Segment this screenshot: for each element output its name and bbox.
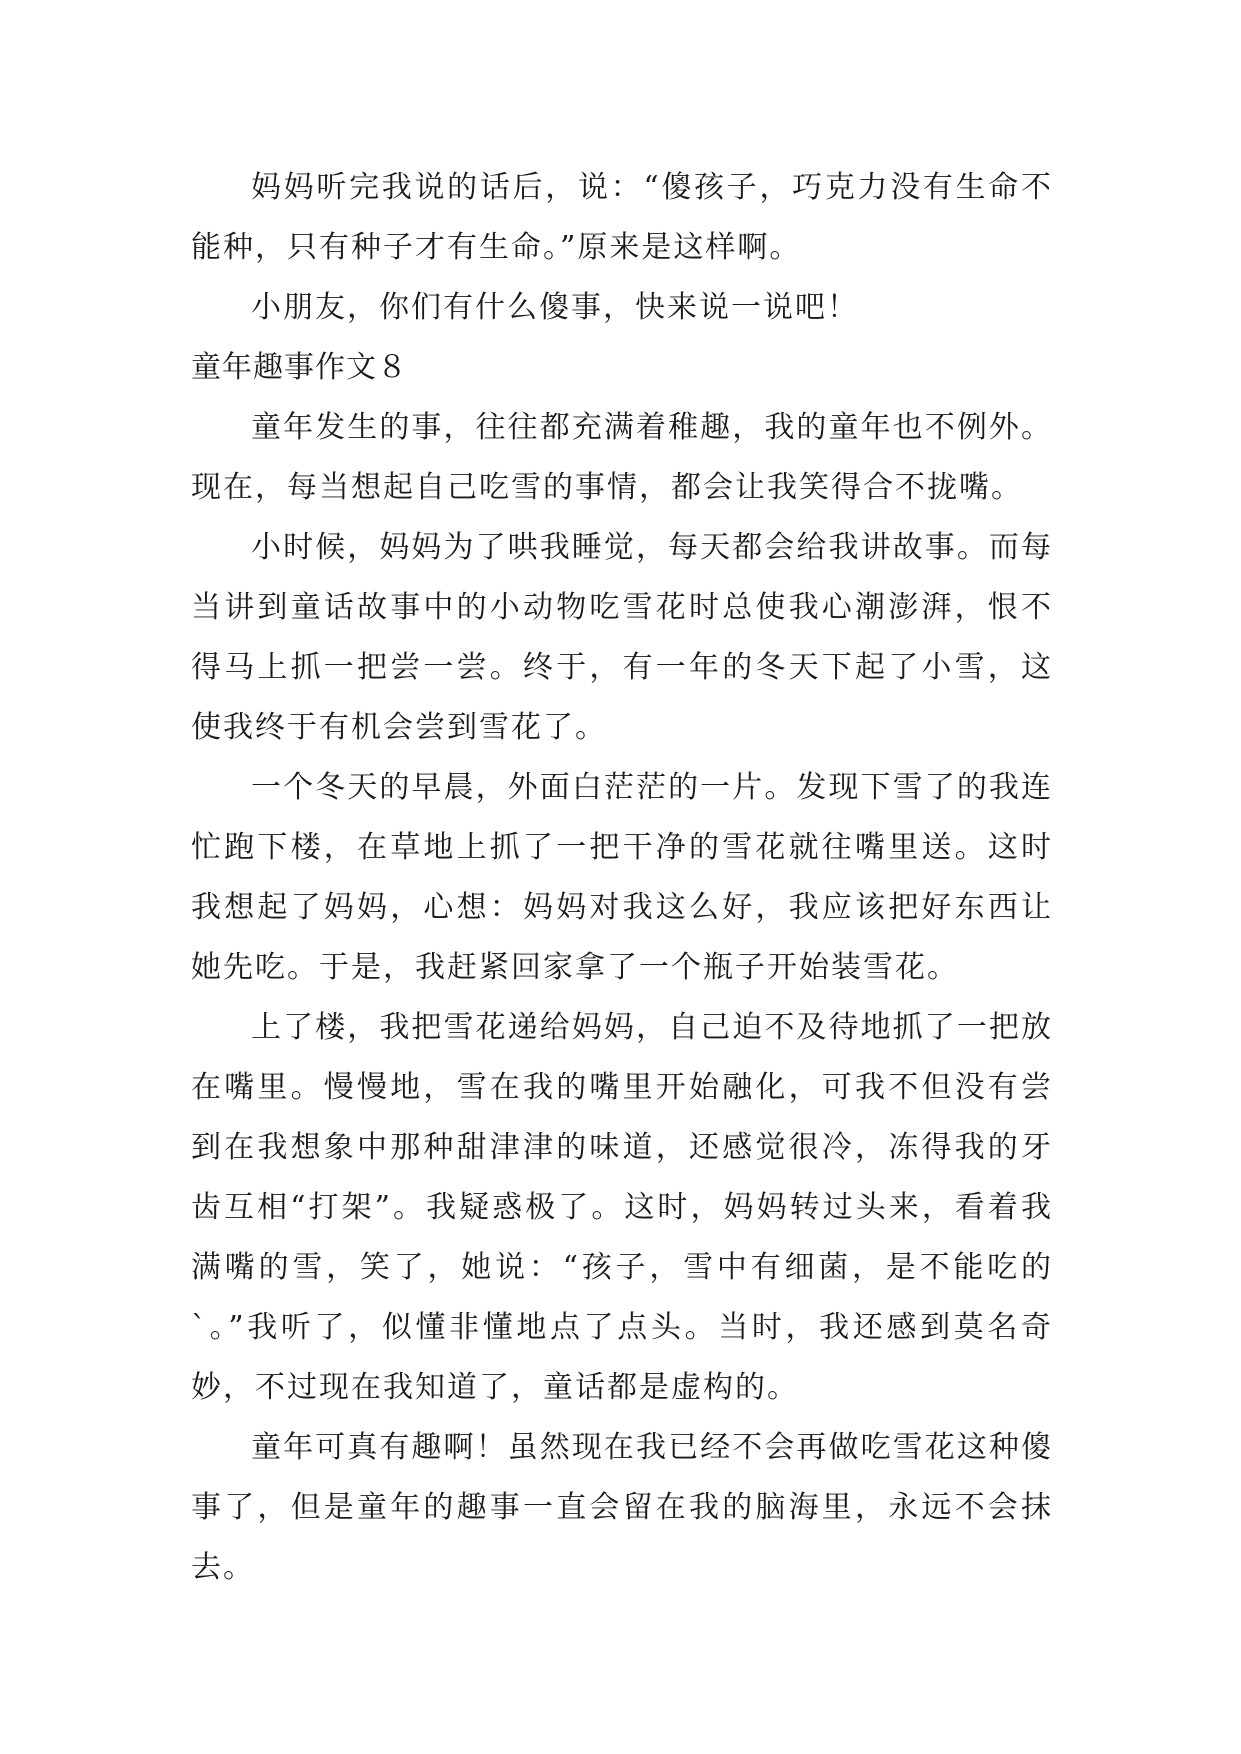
document-body xyxy=(191,158,1053,1598)
paragraph: 上了楼，我把雪花递给妈妈，自己迫不及待地抓了一把放在嘴里。慢慢地，雪在我的嘴里开始融化，可我不但没有尝到在我想象中那种甜津津的味道，还感觉很冷，冻得我的牙齿互相“打架”。我疑惑极了。这时，妈妈转过头来，看着我满嘴的雪，笑了，她说：“孩子，雪中有细菌，是不能吃的`。”我听了，似懂非懂地点了点头。当时，我还感到莫名奇妙，不过现在我知道了，童话都是虚构的。 xyxy=(191,1010,1053,1405)
paragraph: 一个冬天的早晨，外面白茫茫的一片。发现下雪了的我连忙跑下楼，在草地上抓了一把干净的雪花就往嘴里送。这时我想起了妈妈，心想：妈妈对我这么好，我应该把好东西让她先吃。于是，我赶紧回家拿了一个瓶子开始装雪花。 xyxy=(191,770,1053,985)
paragraph: 妈妈听完我说的话后，说：“傻孩子，巧克力没有生命不能种，只有种子才有生命。”原来是这样啊。 xyxy=(191,170,1053,265)
paragraph: 童年发生的事，往往都充满着稚趣，我的童年也不例外。现在，每当想起自己吃雪的事情，都会让我笑得合不拢嘴。 xyxy=(191,410,1053,505)
paragraph: 小时候，妈妈为了哄我睡觉，每天都会给我讲故事。而每当讲到童话故事中的小动物吃雪花时总使我心潮澎湃，恨不得马上抓一把尝一尝。终于，有一年的冬天下起了小雪，这使我终于有机会尝到雪花了。 xyxy=(191,530,1053,745)
paragraph: 小朋友，你们有什么傻事，快来说一说吧！ xyxy=(251,290,859,325)
paragraph: 童年可真有趣啊！虽然现在我已经不会再做吃雪花这种傻事了，但是童年的趣事一直会留在我的脑海里，永远不会抹去。 xyxy=(191,1430,1053,1585)
essay-heading: 童年趣事作文８ xyxy=(191,350,408,385)
